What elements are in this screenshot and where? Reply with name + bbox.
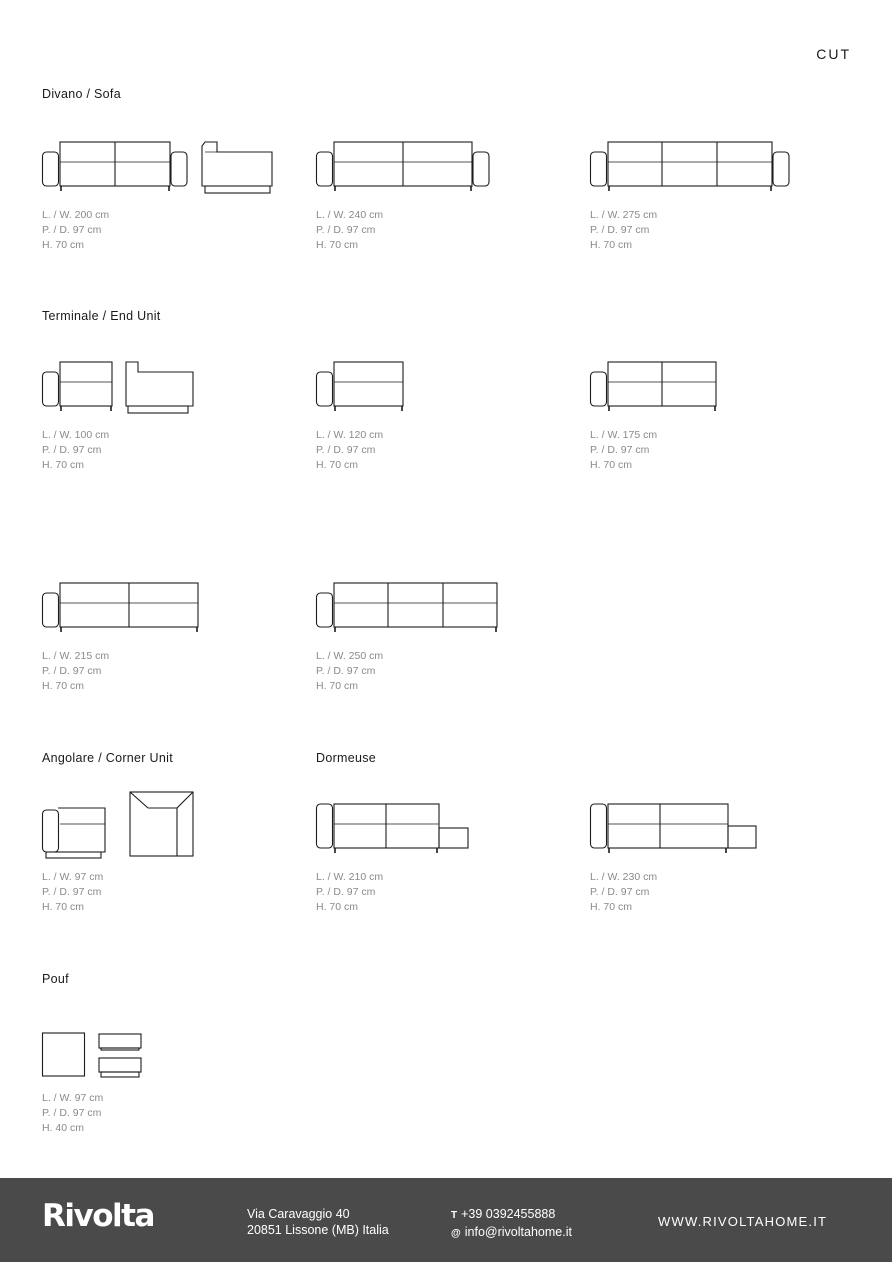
depth-label: P. / D. 97 cm (316, 444, 376, 456)
depth-label: P. / D. 97 cm (42, 1107, 102, 1119)
height-label: H. 70 cm (590, 239, 633, 251)
depth-label: P. / D. 97 cm (42, 224, 102, 236)
width-label: L. / W. 100 cm (42, 429, 110, 441)
phone-number[interactable]: +39 0392455888 (461, 1207, 556, 1221)
width-label: L. / W. 97 cm (42, 1092, 104, 1104)
width-label: L. / W. 210 cm (316, 871, 384, 883)
company-address (247, 1206, 389, 1238)
width-label: L. / W. 250 cm (316, 650, 384, 662)
height-label: H. 70 cm (590, 459, 633, 471)
dormeuse-230-drawing (590, 802, 830, 862)
pouf-97-drawing (42, 1031, 282, 1091)
email-address[interactable]: info@rivoltahome.it (464, 1225, 572, 1239)
section-title-end-unit: Terminale / End Unit (42, 309, 161, 323)
depth-label: P. / D. 97 cm (316, 886, 376, 898)
width-label: L. / W. 175 cm (590, 429, 658, 441)
height-label: H. 70 cm (316, 680, 359, 692)
sofa-240-dimensions (316, 208, 383, 253)
end-100-dimensions (42, 428, 109, 473)
width-label: L. / W. 97 cm (42, 871, 104, 883)
company-contacts (451, 1206, 572, 1242)
email-line (451, 1224, 572, 1242)
width-label: L. / W. 120 cm (316, 429, 384, 441)
address-line-2: 20851 Lissone (MB) Italia (247, 1223, 389, 1237)
dormeuse-210-dimensions (316, 870, 383, 915)
width-label: L. / W. 200 cm (42, 209, 110, 221)
height-label: H. 70 cm (42, 901, 85, 913)
end-175-dimensions (590, 428, 657, 473)
sofa-275-dimensions (590, 208, 657, 253)
brand-logo: Rivolta (42, 1198, 154, 1234)
width-label: L. / W. 215 cm (42, 650, 110, 662)
product-name: CUT (816, 46, 851, 62)
address-line-1: Via Caravaggio 40 (247, 1207, 350, 1221)
end-250-dimensions (316, 649, 383, 694)
section-title-dormeuse: Dormeuse (316, 751, 377, 765)
dormeuse-230-dimensions (590, 870, 657, 915)
depth-label: P. / D. 97 cm (42, 444, 102, 456)
depth-label: P. / D. 97 cm (590, 444, 650, 456)
depth-label: P. / D. 97 cm (590, 224, 650, 236)
phone-icon: T (451, 1210, 458, 1221)
height-label: H. 70 cm (316, 901, 359, 913)
phone-line (451, 1206, 572, 1224)
website-link[interactable]: WWW.RIVOLTAHOME.IT (658, 1214, 828, 1229)
sofa-240-drawing (316, 140, 556, 200)
sofa-275-drawing (590, 140, 830, 200)
sofa-200-dimensions (42, 208, 109, 253)
section-title-sofa: Divano / Sofa (42, 87, 121, 101)
height-label: H. 70 cm (590, 901, 633, 913)
depth-label: P. / D. 97 cm (316, 665, 376, 677)
end-120-dimensions (316, 428, 383, 473)
depth-label: P. / D. 97 cm (316, 224, 376, 236)
sofa-200-drawing (42, 140, 282, 200)
width-label: L. / W. 240 cm (316, 209, 384, 221)
height-label: H. 70 cm (316, 239, 359, 251)
depth-label: P. / D. 97 cm (590, 886, 650, 898)
end-215-dimensions (42, 649, 109, 694)
height-label: H. 70 cm (42, 239, 85, 251)
height-label: H. 70 cm (42, 459, 85, 471)
section-title-pouf: Pouf (42, 972, 69, 986)
email-icon: @ (451, 1228, 461, 1239)
height-label: H. 40 cm (42, 1122, 85, 1134)
depth-label: P. / D. 97 cm (42, 665, 102, 677)
end-215-drawing (42, 581, 282, 641)
corner-97-dimensions (42, 870, 103, 915)
end-250-drawing (316, 581, 556, 641)
corner-97-drawing (42, 790, 282, 870)
height-label: H. 70 cm (316, 459, 359, 471)
width-label: L. / W. 230 cm (590, 871, 658, 883)
end-120-drawing (316, 360, 556, 420)
end-100-drawing (42, 360, 282, 420)
pouf-97-dimensions (42, 1091, 103, 1136)
dormeuse-210-drawing (316, 802, 556, 862)
section-title-corner-unit: Angolare / Corner Unit (42, 751, 173, 765)
depth-label: P. / D. 97 cm (42, 886, 102, 898)
width-label: L. / W. 275 cm (590, 209, 658, 221)
end-175-drawing (590, 360, 830, 420)
footer-bar (0, 1178, 892, 1262)
height-label: H. 70 cm (42, 680, 85, 692)
page-header (0, 46, 851, 66)
